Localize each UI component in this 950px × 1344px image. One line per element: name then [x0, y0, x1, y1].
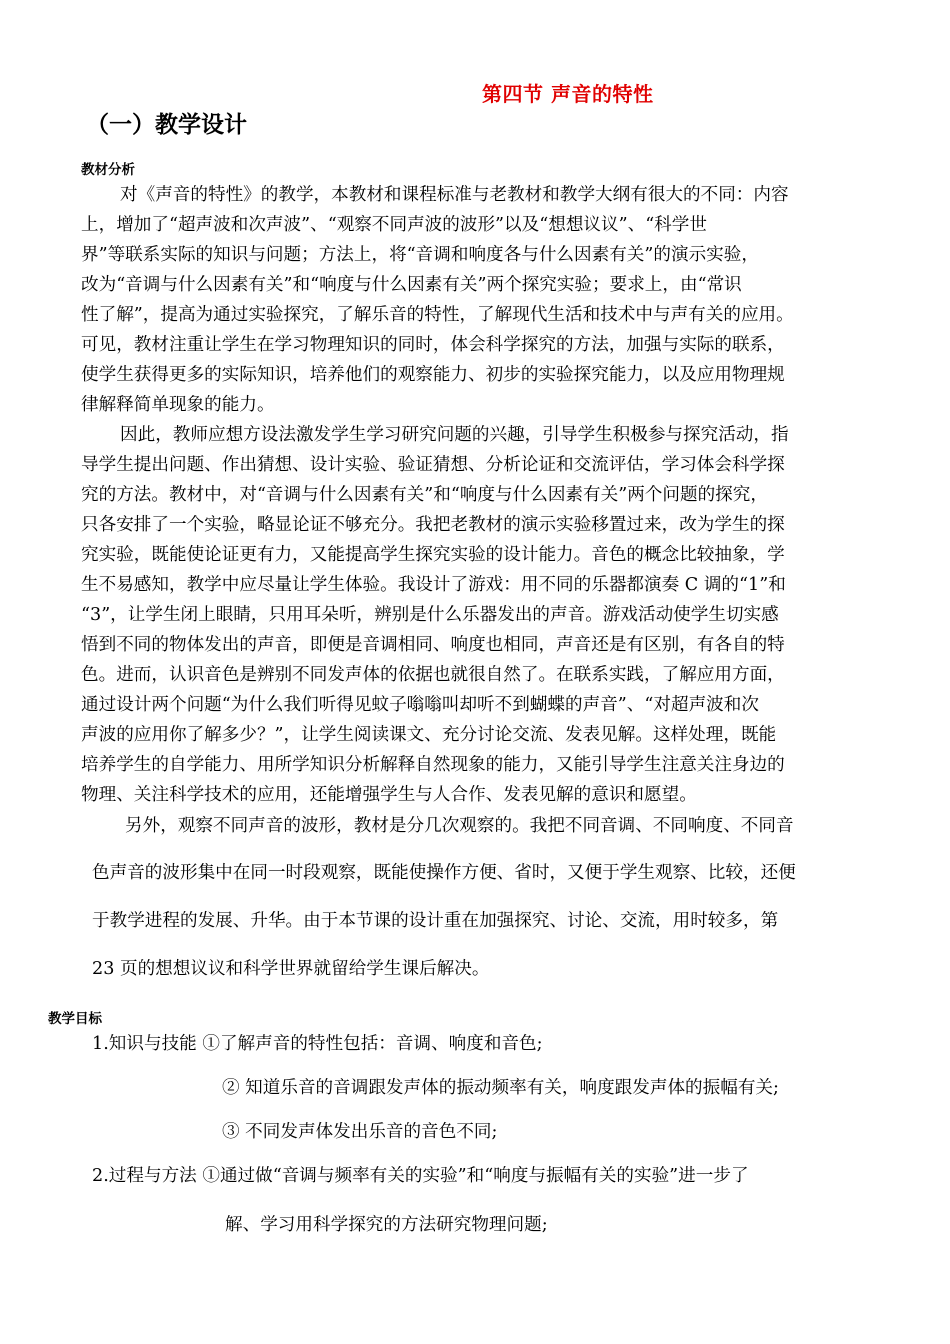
analysis-para1-line: 对《声音的特性》的教学，本教材和课程标准与老教材和教学大纲有很大的不同：内容: [120, 185, 789, 205]
analysis-para1-line: 使学生获得更多的实际知识，培养他们的观察能力、初步的实验探究能力，以及应用物理规: [81, 365, 785, 385]
analysis-para3-line: 于教学进程的发展、升华。由于本节课的设计重在加强探究、讨论、交流，用时较多，第: [92, 911, 779, 931]
analysis-para2-line: 究的方法。教材中，对“音调与什么因素有关”和“响度与什么因素有关”两个问题的探究，: [81, 485, 768, 505]
analysis-para2-line: 生不易感知，教学中应尽量让学生体验。我设计了游戏：用不同的乐器都演奏 C 调的“1”和: [81, 575, 786, 595]
goals-heading: 教学目标: [48, 1011, 102, 1027]
analysis-para2-line: 色。进而，认识音色是辨别不同发声体的依据也就很自然了。在联系实践，了解应用方面，: [81, 665, 785, 685]
analysis-para1-line: 上，增加了“超声波和次声波”、“观察不同声波的波形”以及“想想议议”、“科学世: [81, 215, 707, 235]
chapter-heading: （一）教学设计: [86, 112, 247, 138]
analysis-para3-line: 色声音的波形集中在同一时段观察，既能使操作方便、省时，又便于学生观察、比较，还便: [92, 863, 796, 883]
analysis-para3-line: 23 页的想想议议和科学世界就留给学生课后解决。: [92, 959, 490, 979]
goal-line: 2.过程与方法 ①通过做“音调与频率有关的实验”和“响度与振幅有关的实验”进一步了: [92, 1166, 749, 1186]
analysis-para2-line: 声波的应用你了解多少？”，让学生阅读课文、充分讨论交流、发表见解。这样处理，既能: [81, 725, 777, 745]
analysis-para1-line: 律解释简单现象的能力。: [81, 395, 275, 415]
analysis-para2-line: 只各安排了一个实验，略显论证不够充分。我把老教材的演示实验移置过来，改为学生的探: [81, 515, 785, 535]
analysis-para3-line: 另外，观察不同声音的波形，教材是分几次观察的。我把不同音调、不同响度、不同音: [125, 816, 794, 836]
goal-line: 解、学习用科学探究的方法研究物理问题;: [225, 1215, 548, 1235]
analysis-para2-line: 悟到不同的物体发出的声音，即便是音调相同、响度也相同，声音还是有区别，有各自的特: [81, 635, 785, 655]
goal-line: ② 知道乐音的音调跟发声体的振动频率有关，响度跟发声体的振幅有关;: [222, 1078, 779, 1098]
analysis-para2-line: 物理、关注科学技术的应用，还能增强学生与人合作、发表见解的意识和愿望。: [81, 785, 697, 805]
analysis-para1-line: 改为“音调与什么因素有关”和“响度与什么因素有关”两个探究实验；要求上，由“常识: [81, 275, 742, 295]
analysis-para1-line: 界”等联系实际的知识与问题；方法上，将“音调和响度各与什么因素有关”的演示实验，: [81, 245, 759, 265]
goal-line: 1.知识与技能 ①了解声音的特性包括：音调、响度和音色;: [92, 1034, 543, 1054]
analysis-para1-line: 可见，教材注重让学生在学习物理知识的同时，体会科学探究的方法，加强与实际的联系，: [81, 335, 785, 355]
analysis-para2-line: 通过设计两个问题“为什么我们听得见蚊子嗡嗡叫却听不到蝴蝶的声音”、“对超声波和次: [81, 695, 759, 715]
goal-line: ③ 不同发声体发出乐音的音色不同;: [222, 1122, 498, 1142]
analysis-para2-line: 培养学生的自学能力、用所学知识分析解释自然现象的能力，又能引导学生注意关注身边的: [81, 755, 785, 775]
analysis-para2-line: “3”，让学生闭上眼睛，只用耳朵听，辨别是什么乐器发出的声音。游戏活动使学生切实感: [81, 605, 779, 625]
analysis-heading: 教材分析: [81, 162, 135, 178]
section-title: 第四节 声音的特性: [482, 82, 654, 106]
analysis-para1-line: 性了解”，提高为通过实验探究，了解乐音的特性，了解现代生活和技术中与声有关的应用。: [81, 305, 794, 325]
analysis-para2-line: 因此，教师应想方设法激发学生学习研究问题的兴趣，引导学生积极参与探究活动，指: [120, 425, 789, 445]
analysis-para2-line: 导学生提出问题、作出猜想、设计实验、验证猜想、分析论证和交流评估，学习体会科学探: [81, 455, 785, 475]
analysis-para2-line: 究实验，既能使论证更有力，又能提高学生探究实验的设计能力。音色的概念比较抽象，学: [81, 545, 785, 565]
